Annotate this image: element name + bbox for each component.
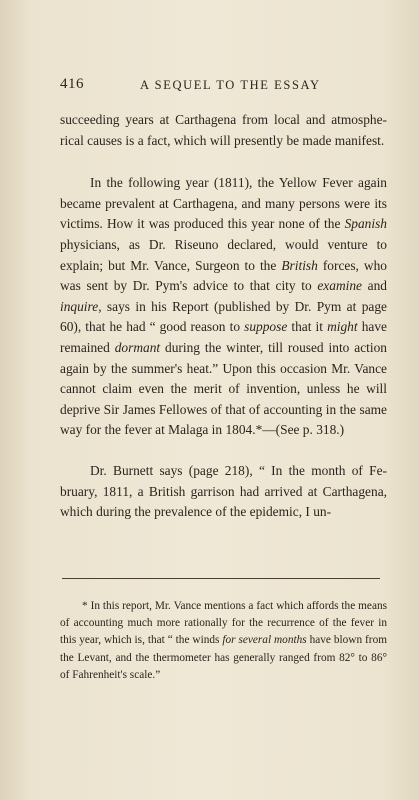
text-run: * In this report, Mr. Vance mentions a fact which affords the means of accounting much more rationally for the recurrence of the fever in this year, which is, that “ the winds	[60, 600, 387, 647]
italic-run: dormant	[114, 339, 161, 355]
page-header	[60, 76, 380, 96]
text-run: that it	[287, 319, 328, 335]
italic-run: Spanish	[344, 216, 387, 232]
italic-run: might	[327, 319, 358, 335]
italic-run: inquire	[60, 298, 99, 314]
text-run: have blown from the Levant, and the thermometer has generally ranged from 82° to 86° of Fahrenheit's scale.”	[60, 634, 388, 681]
text-run: and	[361, 278, 387, 294]
footnote-text	[60, 598, 387, 684]
footnote-rule	[62, 578, 380, 579]
running-head: A SEQUEL TO THE ESSAY	[140, 78, 321, 92]
text-run: , says in his Report (published by Dr. Pym at page 60), that he had “ good reason to	[60, 298, 387, 335]
text-run: physicians, as Dr. Riseuno declared, would venture to explain; but Mr. Vance, Surgeon to the	[60, 236, 387, 273]
text-run: forces, who was sent by Dr. Pym's advice to that city to	[60, 257, 387, 294]
body-text	[60, 110, 387, 523]
text-run: during the winter, till roused into action again by the summer's heat.” Upon this occasion Mr. Vance cannot claim even the merit of invention, unless he will deprive Sir James Fellowes of that of accounting in the same way for the fever at Malaga in 1804.*—(See p. 318.)	[60, 339, 387, 438]
italic-run: British	[281, 257, 318, 273]
footnote	[60, 598, 387, 684]
paragraph-continued: succeeding years at Carthagena from local and atmospherical causes is a fact, which will presently be made manifest.	[60, 112, 387, 148]
paragraph-yellow-fever-1811	[60, 173, 387, 441]
italic-run: for several months	[222, 634, 307, 647]
text-run: have remained	[60, 319, 387, 355]
page-number: 416	[60, 76, 84, 92]
text-run: In the following year (1811), the Yellow Fever again became prevalent at Carthagena, and many persons were its victims. How it was produced this year none of the	[60, 175, 387, 232]
paragraph-dr-burnett: Dr. Burnett says (page 218), “ In the month of February, 1811, a British garrison had arrived at Carthagena, which during the prevalence of the epidemic, I un-	[60, 462, 387, 520]
italic-run: suppose	[244, 319, 288, 335]
italic-run: examine	[317, 278, 362, 294]
